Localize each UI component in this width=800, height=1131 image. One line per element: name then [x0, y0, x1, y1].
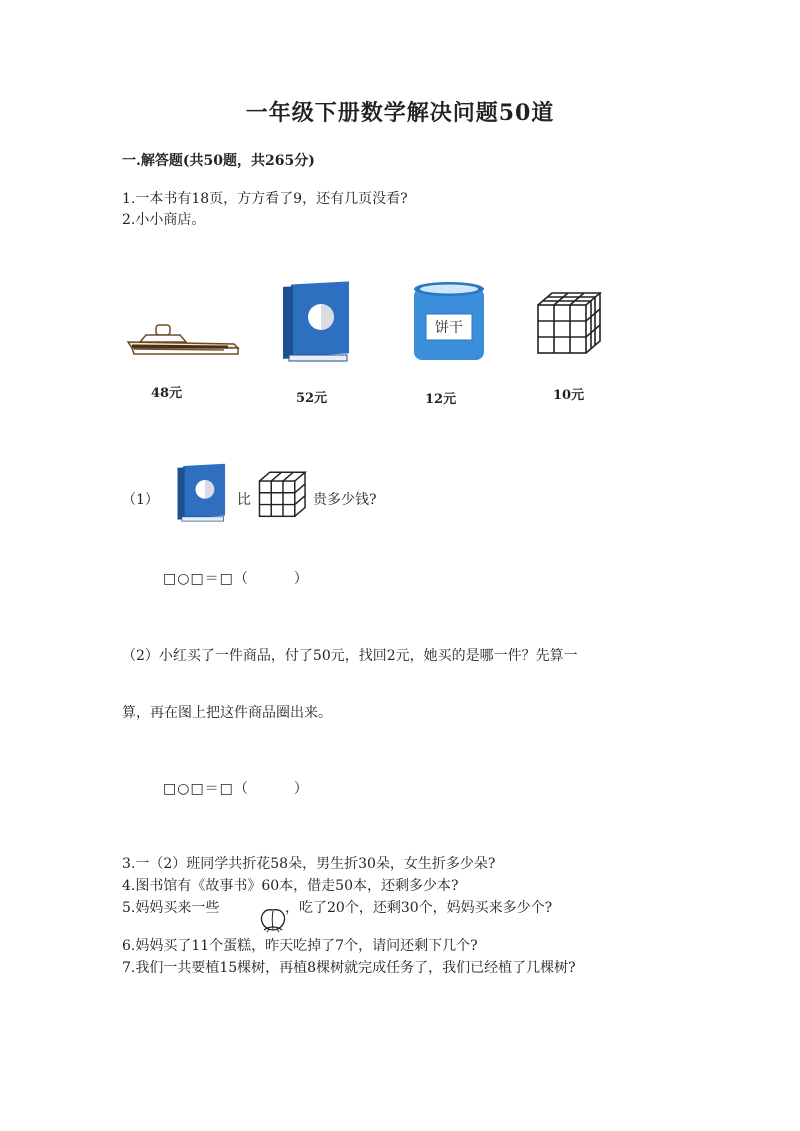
question-3: 3.一（2）班同学共折花58朵，男生折30朵，女生折多少朵? — [122, 856, 496, 872]
book-icon — [281, 279, 353, 365]
price-book: 52元 — [296, 391, 328, 406]
peach-icon — [258, 906, 288, 932]
question-7: 7.我们一共要植15棵树，再植8棵树就完成任务了，我们已经植了几棵树? — [122, 960, 576, 976]
rubiks-cube-icon — [535, 290, 605, 358]
question-6: 6.妈妈买了11个蛋糕，昨天吃掉了7个，请问还剩下几个? — [122, 938, 478, 954]
book-icon — [176, 462, 228, 524]
page-title: 一年级下册数学解决问题50道 — [245, 100, 555, 126]
price-biscuit-tin: 12元 — [425, 392, 457, 407]
price-pencil-case: 48元 — [151, 386, 183, 401]
answer-equation-2: □○□＝□（ ） — [163, 781, 309, 797]
sub-question-1-prefix: （1） — [122, 492, 159, 508]
biscuit-tin-icon — [412, 280, 486, 362]
question-1: 1.一本书有18页，方方看了9，还有几页没看? — [122, 191, 408, 207]
question-5-start: 5.妈妈买来一些 — [122, 900, 220, 916]
biscuit-label: 饼干 — [435, 320, 463, 336]
answer-equation-1: □○□＝□（ ） — [163, 571, 309, 587]
section-heading: 一.解答题(共50题，共265分) — [122, 153, 315, 169]
question-4: 4.图书馆有《故事书》60本，借走50本，还剩多少本? — [122, 878, 459, 894]
question-5-end: ，吃了20个，还剩30个，妈妈买来多少个? — [285, 900, 553, 916]
sub-question-1-compare: 比 — [237, 492, 251, 508]
pencil-case-icon — [124, 318, 242, 362]
sub-question-2-line-1: （2）小红买了一件商品，付了50元，找回2元，她买的是哪一件？先算一 — [122, 648, 578, 664]
sub-question-2-line-2: 算，再在图上把这件商品圈出来。 — [122, 705, 332, 721]
question-2: 2.小小商店。 — [122, 212, 206, 228]
rubiks-cube-icon — [257, 470, 309, 520]
sub-question-1-suffix: 贵多少钱? — [313, 492, 377, 508]
price-rubiks-cube: 10元 — [553, 388, 585, 403]
